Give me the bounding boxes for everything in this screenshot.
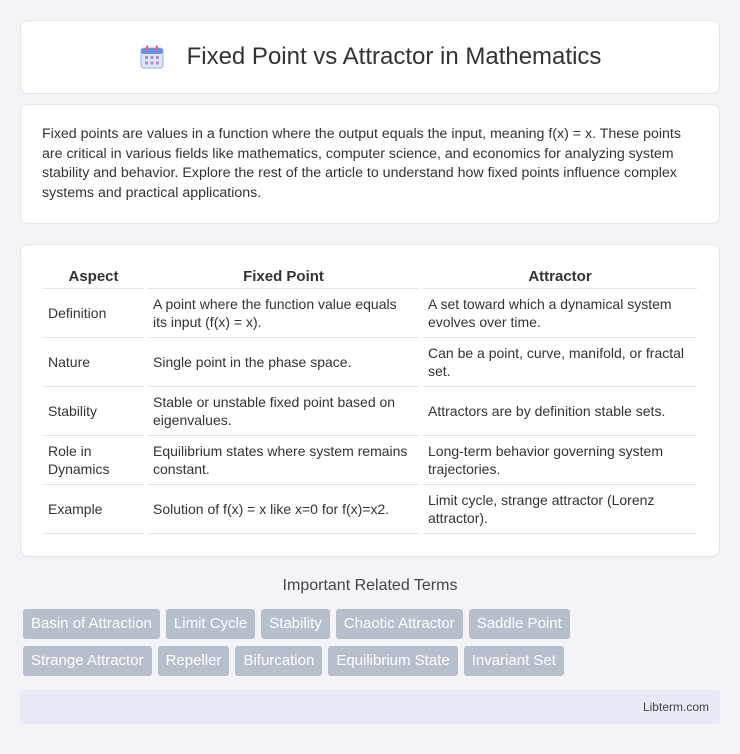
title-wrap xyxy=(139,43,602,71)
calendar-icon xyxy=(139,44,165,70)
table-header-row xyxy=(43,265,697,289)
table-cell: Equilibrium states where system remains constant. xyxy=(148,436,419,485)
table-cell: Nature xyxy=(43,338,144,387)
comparison-table xyxy=(39,265,701,534)
tag-repeller[interactable]: Repeller xyxy=(158,646,230,676)
table-cell: Role in Dynamics xyxy=(43,436,144,485)
table-cell: Can be a point, curve, manifold, or fractal set. xyxy=(423,338,697,387)
header-fixed-point: Fixed Point xyxy=(148,265,419,289)
tag-saddle-point[interactable]: Saddle Point xyxy=(469,609,570,639)
table-cell: Long-term behavior governing system trajectories. xyxy=(423,436,697,485)
table-cell: Solution of f(x) = x like x=0 for f(x)=x2. xyxy=(148,485,419,534)
intro-card xyxy=(20,104,720,224)
intro-text: Fixed points are values in a function where the output equals the input, meaning f(x) = x. These points are critical in various fields like mathematics, computer science, and economics for analyzing system stability and behavior. Explore the rest of the article to understand how fixed points influence complex systems and practical applications. xyxy=(42,126,681,201)
comparison-table-card xyxy=(20,244,720,557)
tag-stability[interactable]: Stability xyxy=(261,609,330,639)
table-cell: Attractors are by definition stable sets. xyxy=(423,387,697,436)
table-cell: Limit cycle, strange attractor (Lorenz attractor). xyxy=(423,485,697,534)
table-row xyxy=(43,338,697,387)
table-row xyxy=(43,436,697,485)
tag-row xyxy=(23,609,723,639)
tag-limit-cycle[interactable]: Limit Cycle xyxy=(166,609,255,639)
table-cell: A point where the function value equals its input (f(x) = x). xyxy=(148,289,419,338)
tag-bifurcation[interactable]: Bifurcation xyxy=(235,646,322,676)
table-cell: A set toward which a dynamical system evolves over time. xyxy=(423,289,697,338)
header-card xyxy=(20,20,720,94)
table-cell: Example xyxy=(43,485,144,534)
tag-strange-attractor[interactable]: Strange Attractor xyxy=(23,646,152,676)
tag-basin-of-attraction[interactable]: Basin of Attraction xyxy=(23,609,160,639)
table-cell: Single point in the phase space. xyxy=(148,338,419,387)
footer-site-link[interactable]: Libterm.com xyxy=(642,700,709,714)
footer xyxy=(20,690,720,724)
header-aspect: Aspect xyxy=(43,265,144,289)
table-cell: Definition xyxy=(43,289,144,338)
table-row xyxy=(43,387,697,436)
table-row xyxy=(43,289,697,338)
related-terms-title: Important Related Terms xyxy=(282,577,458,594)
table-cell: Stable or unstable fixed point based on eigenvalues. xyxy=(148,387,419,436)
header-attractor: Attractor xyxy=(423,265,697,289)
table-row xyxy=(43,485,697,534)
tag-chaotic-attractor[interactable]: Chaotic Attractor xyxy=(336,609,463,639)
page-title: Fixed Point vs Attractor in Mathematics xyxy=(186,43,602,70)
related-terms-tags xyxy=(23,609,723,683)
tag-row xyxy=(23,646,723,676)
tag-invariant-set[interactable]: Invariant Set xyxy=(464,646,564,676)
table-cell: Stability xyxy=(43,387,144,436)
tag-equilibrium-state[interactable]: Equilibrium State xyxy=(328,646,457,676)
